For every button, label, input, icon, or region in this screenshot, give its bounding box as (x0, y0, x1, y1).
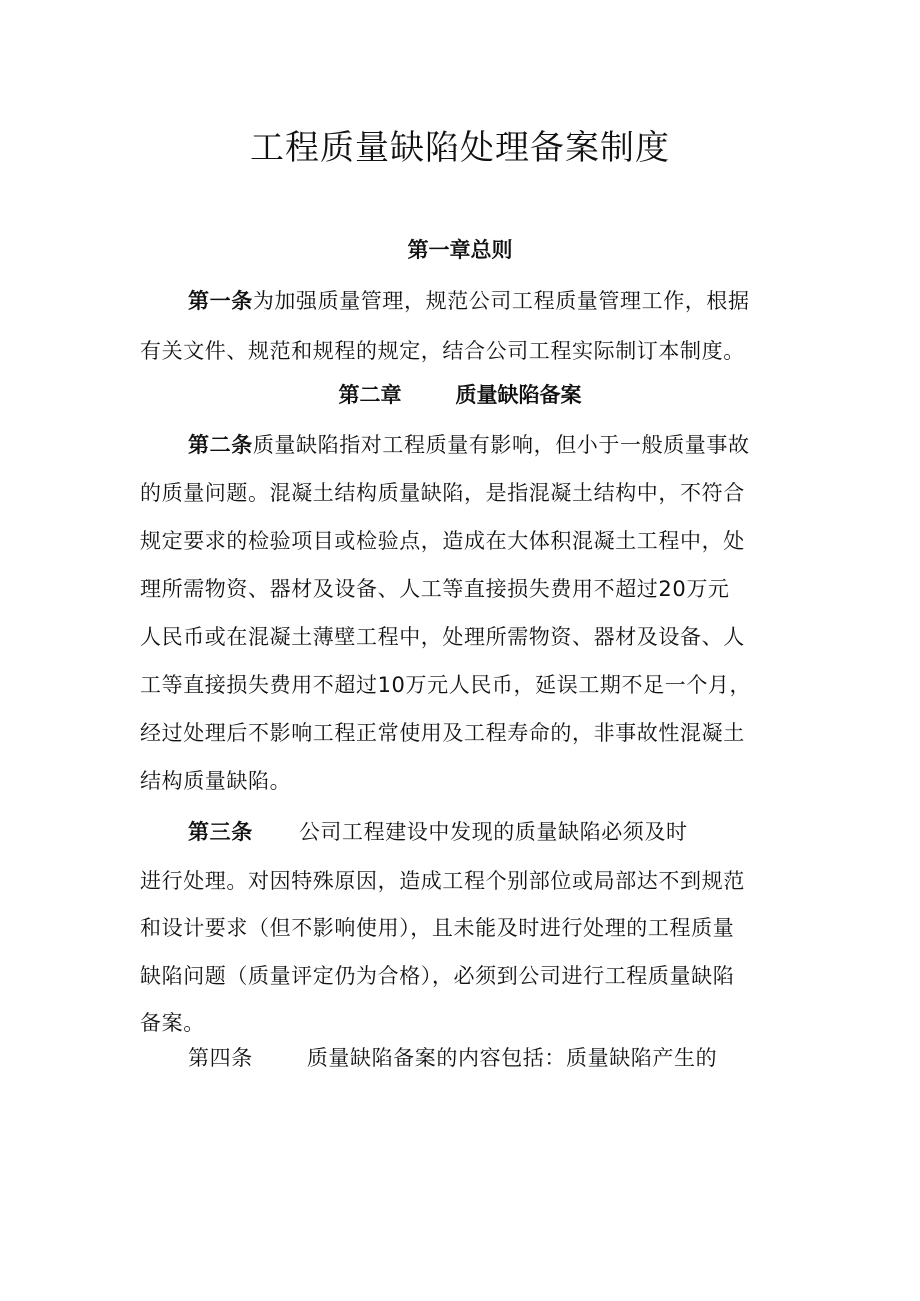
article-2-label: 第二条 (188, 433, 253, 457)
article-2-line-8: 结构质量缺陷。 (140, 769, 292, 793)
article-1-text: 为加强质量管理，规范公司工程质量管理工作，根据 (252, 289, 750, 313)
article-2-line-1 (188, 430, 838, 460)
article-3-text: 公司工程建设中发现的质量缺陷必须及时 (298, 820, 688, 844)
article-1-line-1 (188, 286, 838, 316)
article-2-line-3: 规定要求的检验项目或检验点，造成在大体积混凝土工程中，处 (140, 529, 745, 553)
chapter-2-heading (0, 380, 920, 410)
article-1-line-2: 有关文件、规范和规程的规定，结合公司工程实际制订本制度。 (140, 339, 745, 363)
chapter-2-name: 质量缺陷备案 (455, 383, 582, 407)
article-1-label: 第一条 (188, 289, 253, 313)
article-3-line-5: 备案。 (140, 1011, 205, 1035)
article-3-label: 第三条 (188, 820, 253, 844)
article-3-line-4: 缺陷问题（质量评定仍为合格），必须到公司进行工程质量缺陷 (140, 964, 735, 988)
article-3-line-1 (188, 817, 838, 847)
article-2-text: 质量缺陷指对工程质量有影响，但小于一般质量事故 (252, 433, 750, 457)
article-4-text: 质量缺陷备案的内容包括：质量缺陷产生的 (306, 1046, 718, 1070)
article-3-line-2: 进行处理。对因特殊原因，造成工程个别部位或局部达不到规范 (140, 869, 745, 893)
article-2-line-2: 的质量问题。混凝土结构质量缺陷，是指混凝土结构中，不符合 (140, 481, 745, 505)
chapter-1-heading: 第一章总则 (407, 238, 513, 262)
article-4-line-1 (188, 1043, 838, 1073)
article-2-line-7: 经过处理后不影响工程正常使用及工程寿命的，非事故性混凝土 (140, 721, 745, 745)
chapter-2-number: 第二章 (338, 383, 402, 407)
article-2-line-5: 人民币或在混凝土薄壁工程中，处理所需物资、器材及设备、人 (140, 625, 745, 649)
article-4-label: 第四条 (188, 1046, 253, 1070)
article-2-line-4: 理所需物资、器材及设备、人工等直接损失费用不超过20万元 (140, 577, 730, 601)
document-title: 工程质量缺陷处理备案制度 (250, 128, 670, 168)
article-3-line-3: 和设计要求（但不影响使用），且未能及时进行处理的工程质量 (140, 916, 735, 940)
article-2-line-6: 工等直接损失费用不超过10万元人民币，延误工期不足一个月， (140, 673, 752, 697)
